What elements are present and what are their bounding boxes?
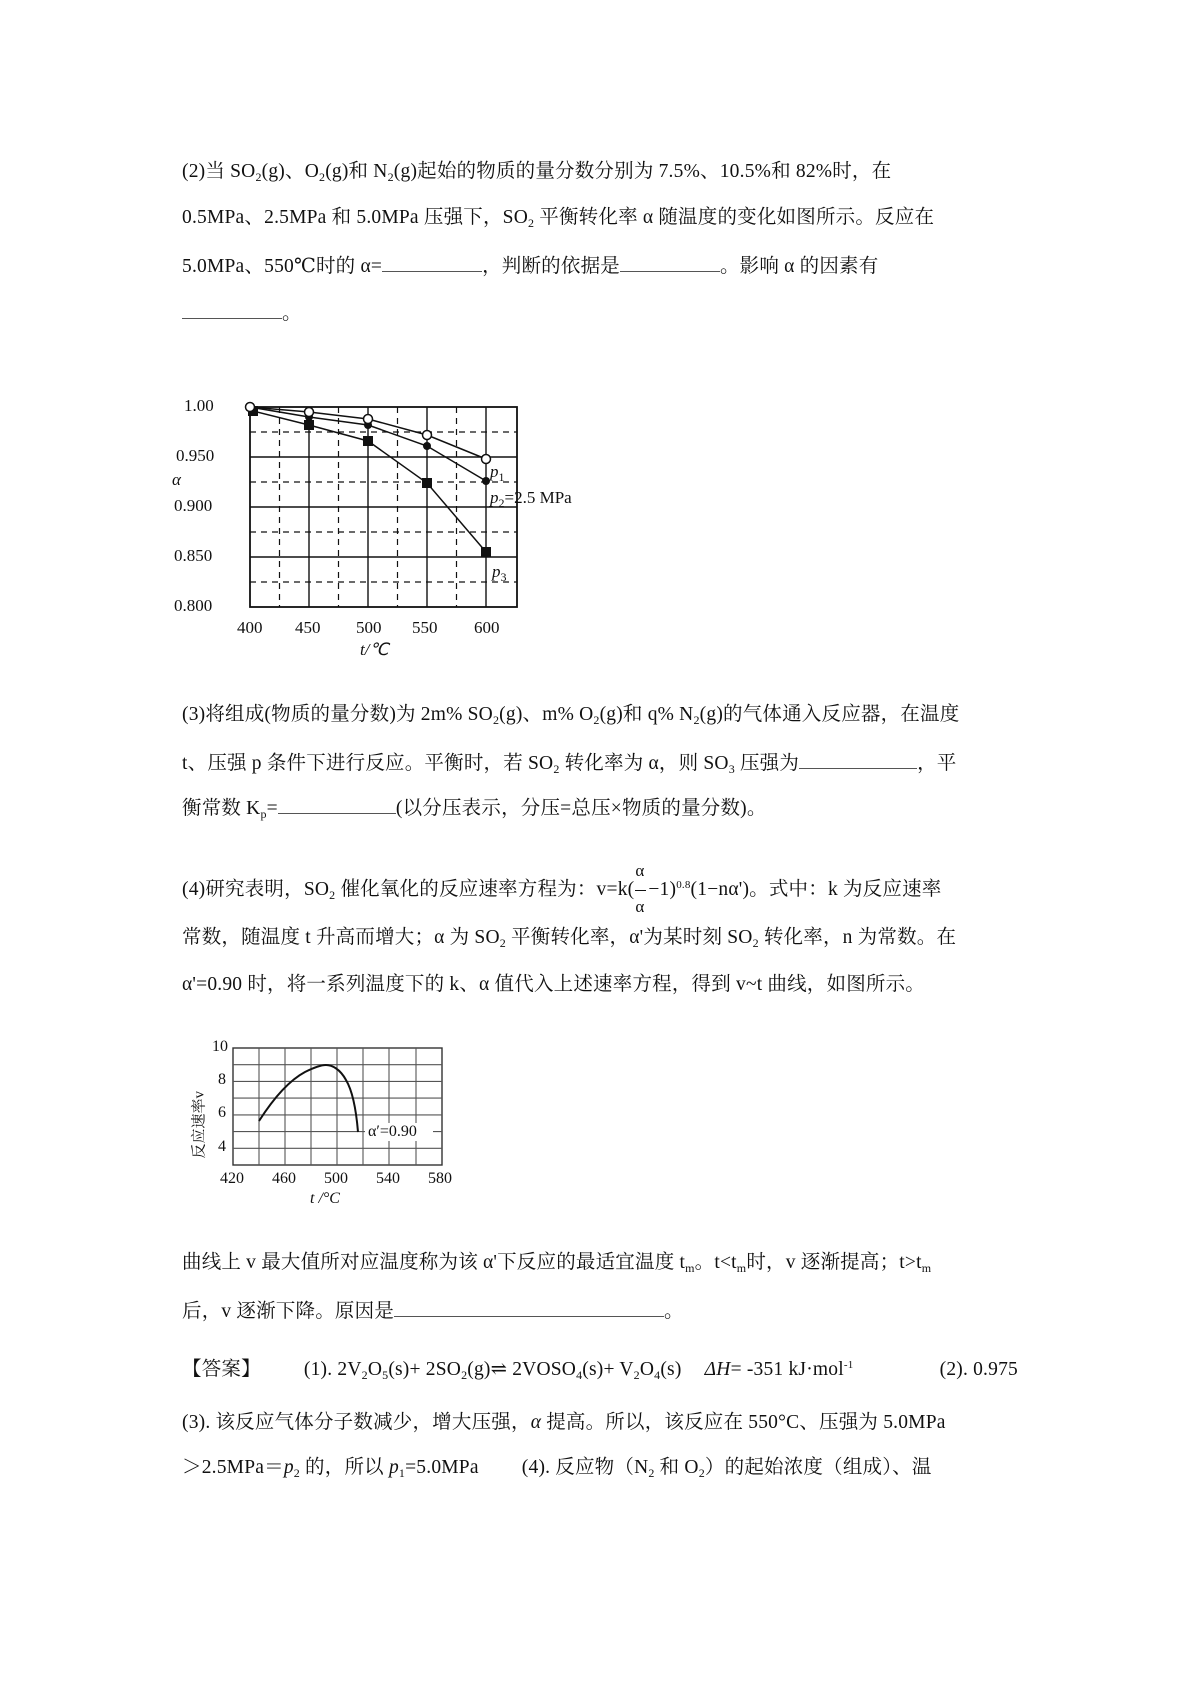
series-label-p2: [490, 488, 572, 508]
q3-line-3: [182, 795, 767, 821]
text: 。影响 α 的因素有: [719, 256, 879, 277]
y-tick: 10: [212, 1038, 228, 1055]
answer-blank[interactable]: [394, 1298, 664, 1317]
text: (g)和 N: [325, 161, 388, 182]
subscript: 3: [500, 570, 507, 584]
text: =2.5 MPa: [504, 488, 572, 507]
subscript: 5: [382, 1368, 389, 1382]
text: (g)的气体通入反应器，在温度: [699, 704, 960, 725]
q4-line-1: [182, 860, 942, 916]
text: 时，v 逐渐提高；t>t: [746, 1252, 922, 1273]
text: α: [530, 1412, 542, 1433]
y-tick: 0.800: [174, 596, 213, 615]
text: 衡常数 K: [182, 798, 261, 819]
q4-line-2: [182, 926, 956, 950]
subscript: 3: [728, 762, 735, 776]
text: p: [490, 488, 499, 507]
subscript: 2: [648, 1466, 655, 1480]
text: ＞2.5MPa＝: [182, 1457, 284, 1478]
q4b-line-2: [182, 1298, 684, 1324]
alpha-vs-temperature-chart: [170, 390, 590, 670]
subscript: 2: [461, 1368, 468, 1382]
text: 曲线上 v 最大值所对应温度称为该 α'下反应的最适宜温度 t: [182, 1252, 686, 1273]
subscript: 2: [553, 762, 560, 776]
text: ，判断的依据是: [482, 256, 620, 277]
superscript: 0.8: [676, 879, 691, 891]
x-axis-label-text: t /°C: [310, 1190, 340, 1207]
y-tick: 6: [218, 1104, 226, 1121]
y-axis-label: 反应速率v: [191, 1090, 208, 1159]
text: (4). 反应物（N: [521, 1457, 649, 1478]
subscript: m: [921, 1261, 932, 1275]
subscript: 2: [318, 170, 326, 184]
text: p: [388, 1457, 399, 1478]
text: 后，v 逐渐下降。原因是: [182, 1301, 395, 1322]
text: −1): [648, 879, 677, 900]
subscript: 2: [387, 170, 394, 184]
q4-line-3: [182, 973, 925, 997]
text: =5.0MPa: [405, 1457, 479, 1478]
subscript: p: [260, 807, 267, 821]
text: = -351 kJ·mol: [730, 1359, 844, 1380]
answer-line-3: [182, 1456, 932, 1480]
subscript: 2: [492, 713, 500, 727]
text: (g)、m% O: [499, 704, 594, 725]
y-tick: 1.00: [184, 396, 214, 415]
subscript: 2: [498, 496, 505, 510]
q3-line-1: [182, 703, 959, 727]
x-tick: 580: [428, 1170, 452, 1187]
text: (g)、O: [261, 161, 319, 182]
text: (g)和 q% N: [599, 704, 694, 725]
text: (s)+ 2SO: [388, 1359, 462, 1380]
subscript: m: [736, 1261, 747, 1275]
text: (4)研究表明，SO: [182, 879, 330, 900]
text: 压强为: [734, 753, 800, 774]
y-tick: 0.850: [174, 546, 213, 565]
text: (2). 0.975: [939, 1359, 1018, 1380]
text: 5.0MPa、550℃时的 α=: [182, 256, 383, 277]
q3-line-2: [182, 750, 957, 776]
answer-line-1: [182, 1358, 1018, 1382]
x-tick: 600: [474, 618, 500, 637]
answer-line-2: [182, 1411, 946, 1435]
subscript: 1: [498, 470, 505, 484]
subscript: 2: [293, 1466, 300, 1480]
text: 常数，随温度 t 升高而增大；α 为 SO: [182, 927, 500, 948]
text: α'=0.90 时，将一系列温度下的 k、α 值代入上述速率方程，得到 v~t 曲线，如图所示。: [182, 974, 926, 995]
x-tick: 540: [376, 1170, 400, 1187]
x-axis-label: [360, 640, 389, 660]
text: ）的起始浓度（组成）、温: [704, 1457, 932, 1478]
text: 和 O: [654, 1457, 699, 1478]
q2-line-1: [182, 160, 891, 184]
answer-heading: 【答案】: [182, 1359, 261, 1380]
x-tick: 500: [356, 618, 382, 637]
x-axis-label-text: t/℃: [360, 640, 389, 659]
text: ΔH: [704, 1359, 731, 1380]
answer-blank[interactable]: [620, 253, 720, 272]
subscript: 2: [593, 713, 600, 727]
text: (g)起始的物质的量分数分别为 7.5%、10.5%和 82%时，在: [393, 161, 892, 182]
text: 。: [282, 303, 302, 324]
superscript: -1: [843, 1359, 854, 1371]
text: 提高。所以，该反应在 550°C、压强为 5.0MPa: [541, 1412, 946, 1433]
text: p: [283, 1457, 294, 1478]
x-tick: 450: [295, 618, 321, 637]
q2-line-2: [182, 206, 934, 230]
subscript: 2: [329, 888, 336, 902]
text: ，平: [917, 753, 957, 774]
text: 平衡转化率，α'为某时刻 SO: [505, 927, 753, 948]
x-tick: 420: [220, 1170, 244, 1187]
text: (1). 2V: [303, 1359, 362, 1380]
numerator: α: [635, 860, 645, 880]
answer-blank[interactable]: [278, 795, 396, 814]
q2-line-3: [182, 253, 878, 279]
text: 的，所以: [299, 1457, 389, 1478]
q4b-line-1: [182, 1251, 931, 1275]
subscript: 2: [698, 1466, 705, 1480]
text: p: [490, 462, 499, 481]
subscript: 2: [693, 713, 700, 727]
y-tick: 8: [218, 1071, 226, 1088]
answer-blank[interactable]: [182, 300, 282, 319]
y-tick: 0.950: [176, 446, 215, 465]
text: (2)当 SO: [182, 161, 256, 182]
subscript: 2: [752, 936, 759, 950]
text: 。t<t: [694, 1252, 737, 1273]
subscript: 2: [528, 216, 535, 230]
text: t、压强 p 条件下进行反应。平衡时，若 SO: [182, 753, 554, 774]
subscript: 2: [633, 1368, 640, 1382]
subscript: m: [685, 1261, 695, 1275]
text: 平衡转化率 α 随温度的变化如图所示。反应在: [534, 207, 935, 228]
y-tick: 0.900: [174, 496, 213, 515]
text: (1−nα')。式中：k 为反应速率: [690, 879, 942, 900]
text: (s): [660, 1359, 682, 1380]
subscript: 1: [398, 1466, 406, 1480]
text: 催化氧化的反应速率方程为：v=k(: [335, 879, 635, 900]
subscript: 4: [576, 1368, 583, 1382]
text: 转化率，n 为常数。在: [758, 927, 957, 948]
series-label-p1: [490, 462, 505, 482]
answer-blank[interactable]: [799, 750, 917, 769]
x-axis-label: [310, 1190, 340, 1208]
text: (3)将组成(物质的量分数)为 2m% SO: [182, 704, 493, 725]
text: (3). 该反应气体分子数减少，增大压强，: [182, 1412, 531, 1433]
y-tick: 4: [218, 1138, 226, 1155]
text: O: [367, 1359, 383, 1380]
subscript: 2: [499, 936, 506, 950]
text: (g)⇌ 2VOSO: [467, 1359, 577, 1380]
subscript: 4: [654, 1368, 661, 1382]
q2-line-4: [182, 300, 302, 326]
text: p: [492, 562, 501, 581]
text: 转化率为 α，则 SO: [559, 753, 729, 774]
text: =: [266, 798, 278, 819]
x-tick: 500: [324, 1170, 348, 1187]
x-tick: 460: [272, 1170, 296, 1187]
text: O: [639, 1359, 655, 1380]
alpha-fraction: [634, 860, 648, 916]
denominator: α: [635, 896, 645, 916]
x-tick: 550: [412, 618, 438, 637]
rate-vs-temperature-chart: [180, 1030, 480, 1220]
text: (以分压表示，分压=总压×物质的量分数)。: [395, 798, 767, 819]
subscript: 2: [361, 1368, 368, 1382]
curve-annotation: α′=0.90: [368, 1123, 417, 1140]
answer-blank[interactable]: [382, 253, 482, 272]
series-label-p3: [492, 562, 507, 582]
text: 。: [664, 1301, 684, 1322]
text: 0.5MPa、2.5MPa 和 5.0MPa 压强下，SO: [182, 207, 528, 228]
fraction-bar: [635, 890, 646, 891]
y-axis-label: α: [172, 470, 181, 489]
subscript: 2: [255, 170, 262, 184]
text: (s)+ V: [582, 1359, 634, 1380]
x-tick: 400: [237, 618, 263, 637]
